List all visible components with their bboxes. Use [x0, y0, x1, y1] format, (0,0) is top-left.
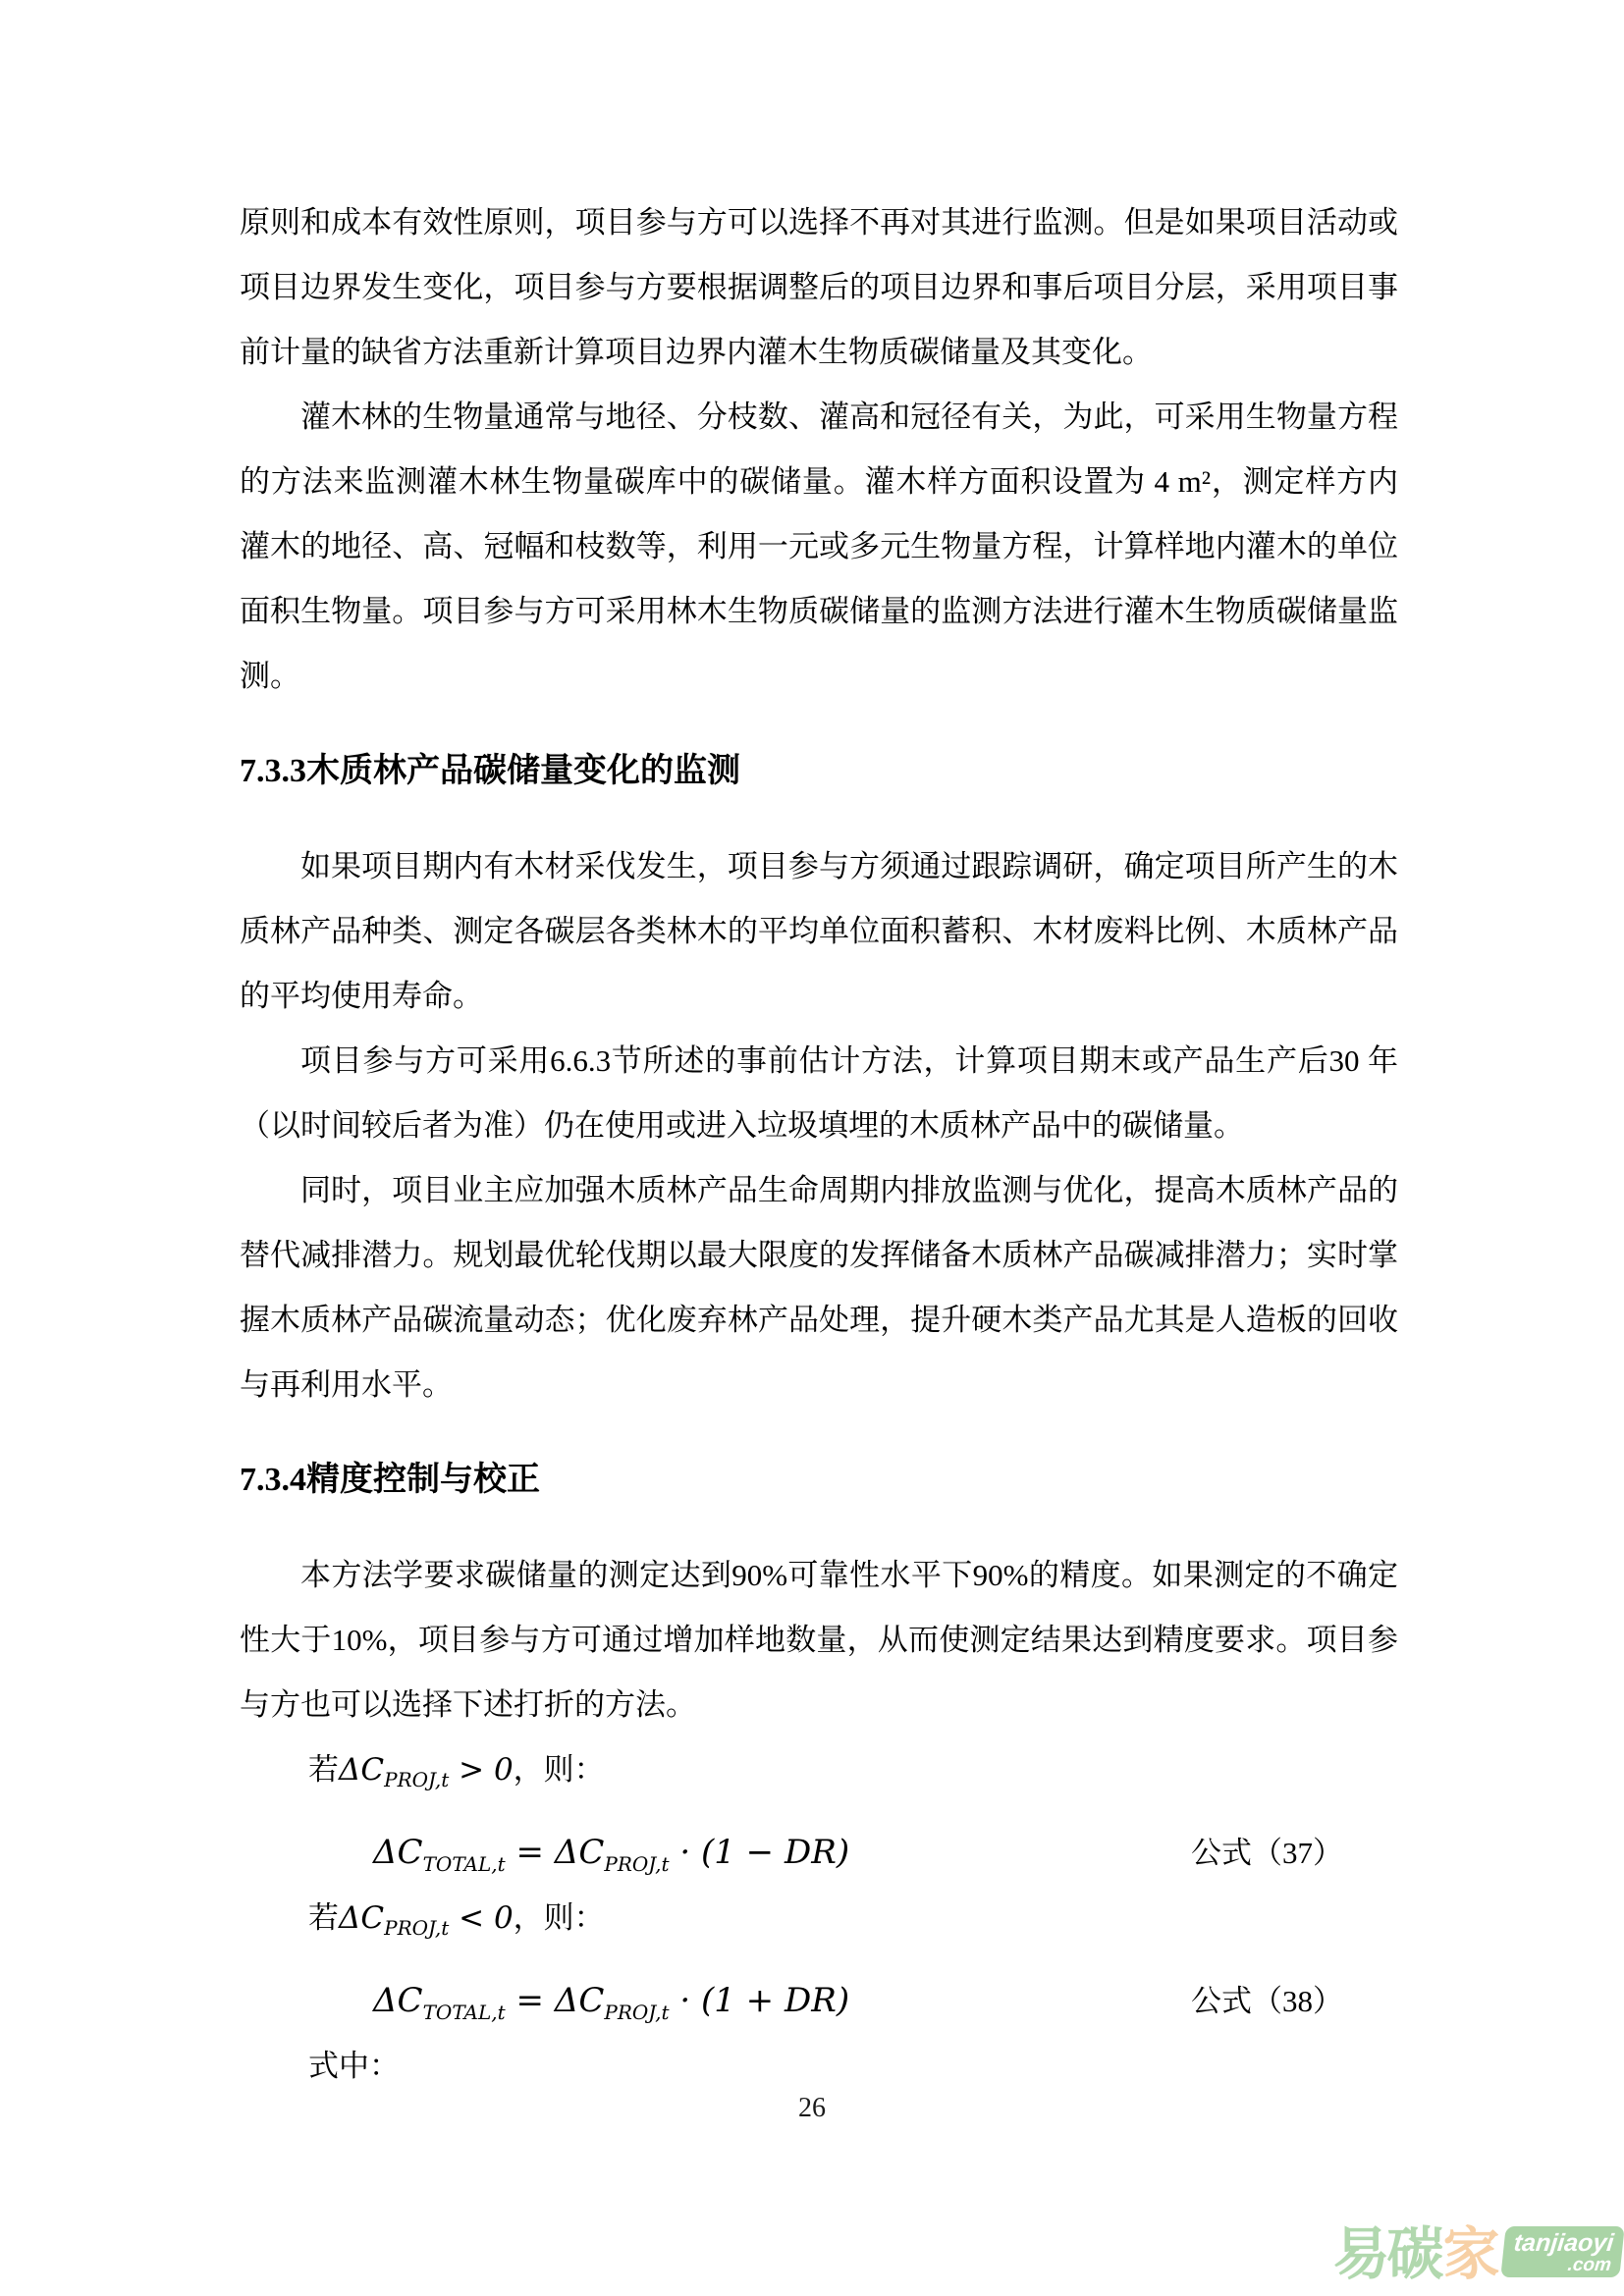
condition-prefix: 若 [308, 1752, 339, 1787]
condition-line-positive [240, 1737, 1398, 1802]
section-7-3-3-paragraph-2: 项目参与方可采用6.6.3节所述的事前估计方法，计算项目期末或产品生产后30 年（以时间较后者为准）仍在使用或进入垃圾填埋的木质林产品中的碳储量。 [240, 1043, 1398, 1143]
where-label: 式中： [308, 2049, 400, 2083]
eq38-lhs: ΔC [373, 1981, 423, 2020]
eq37-equals: = [505, 1833, 555, 1872]
condition-relation: < 0 [449, 1900, 514, 1936]
eq37-tail: · (1 − DR) [669, 1833, 850, 1872]
paragraph-shrub-biomass: 灌木林的生物量通常与地径、分枝数、灌高和冠径有关，为此，可采用生物量方程的方法来监测灌木林生物量碳库中的碳储量。灌木样方面积设置为 4 m²，测定样方内灌木的地径、高、冠幅和枝数等，利用一元或多元生物量方程，计算样地内灌木的单位面积生物量。项目参与方可采用林木生物质碳储量的监测方法进行灌木生物质碳储量监测。 [240, 400, 1398, 693]
delta-c-variable: ΔC [339, 1752, 385, 1788]
equation-38-row [240, 1968, 1398, 2034]
eq37-rhs-subscript: PROJ,t [604, 1851, 670, 1876]
condition-prefix: 若 [308, 1900, 339, 1935]
condition-line-negative [240, 1886, 1398, 1950]
section-7-3-4-paragraph-1: 本方法学要求碳储量的测定达到90%可靠性水平下90%的精度。如果测定的不确定性大于10%，项目参与方可通过增加样地数量，从而使测定结果达到精度要求。项目参与方也可以选择下述打折的方法。 [240, 1558, 1398, 1722]
section-7-3-3-paragraph-1: 如果项目期内有木材采伐发生，项目参与方须通过跟踪调研，确定项目所产生的木质林产品种类、测定各碳层各类林木的平均单位面积蓄积、木材废料比例、木质林产品的平均使用寿命。 [240, 849, 1398, 1013]
eq38-rhs-subscript: PROJ,t [604, 2000, 670, 2024]
delta-c-variable: ΔC [339, 1900, 385, 1936]
page-content [240, 190, 1398, 2099]
page-number: 26 [798, 2093, 826, 2123]
section-heading-7-3-3: 7.3.3木质林产品碳储量变化的监测 [240, 753, 740, 789]
variable-subscript: PROJ,t [384, 1768, 450, 1792]
badge-domain-line1: tanjiaoyi [1512, 2229, 1615, 2257]
condition-suffix: ，则： [513, 1752, 605, 1787]
watermark-logo [1332, 2222, 1622, 2286]
equation-38 [373, 1968, 849, 2034]
condition-relation: > 0 [449, 1752, 514, 1788]
watermark-domain-badge [1500, 2226, 1624, 2277]
eq37-lhs: ΔC [373, 1833, 423, 1872]
section-heading-7-3-4: 7.3.4精度控制与校正 [240, 1462, 540, 1498]
condition-suffix: ，则： [513, 1900, 605, 1935]
equation-38-label: 公式（38） [1191, 1984, 1343, 2018]
equation-37-label: 公式（37） [1191, 1836, 1343, 1870]
eq38-tail: · (1 + DR) [669, 1981, 850, 2020]
eq38-rhs: ΔC [554, 1981, 605, 2020]
eq38-equals: = [505, 1981, 555, 2020]
watermark-text-green: 易碳 [1332, 2222, 1441, 2286]
paragraph-intro-continuation: 原则和成本有效性原则，项目参与方可以选择不再对其进行监测。但是如果项目活动或项目边界发生变化，项目参与方要根据调整后的项目边界和事后项目分层，采用项目事前计量的缺省方法重新计算项目边界内灌木生物质碳储量及其变化。 [240, 205, 1398, 369]
badge-domain-line2: .com [1566, 2255, 1612, 2275]
section-7-3-3-paragraph-3: 同时，项目业主应加强木质林产品生命周期内排放监测与优化，提高木质林产品的替代减排潜力。规划最优轮伐期以最大限度的发挥储备木质林产品碳减排潜力；实时掌握木质林产品碳流量动态；优化废弃林产品处理，提升硬木类产品尤其是人造板的回收与再利用水平。 [240, 1173, 1398, 1402]
watermark-text-orange: 家 [1442, 2222, 1497, 2286]
equation-37-row [240, 1820, 1398, 1886]
eq37-rhs: ΔC [554, 1833, 605, 1872]
eq38-lhs-subscript: TOTAL,t [422, 2000, 506, 2024]
variable-subscript: PROJ,t [384, 1916, 450, 1941]
eq37-lhs-subscript: TOTAL,t [422, 1851, 506, 1876]
equation-37 [373, 1820, 849, 1886]
